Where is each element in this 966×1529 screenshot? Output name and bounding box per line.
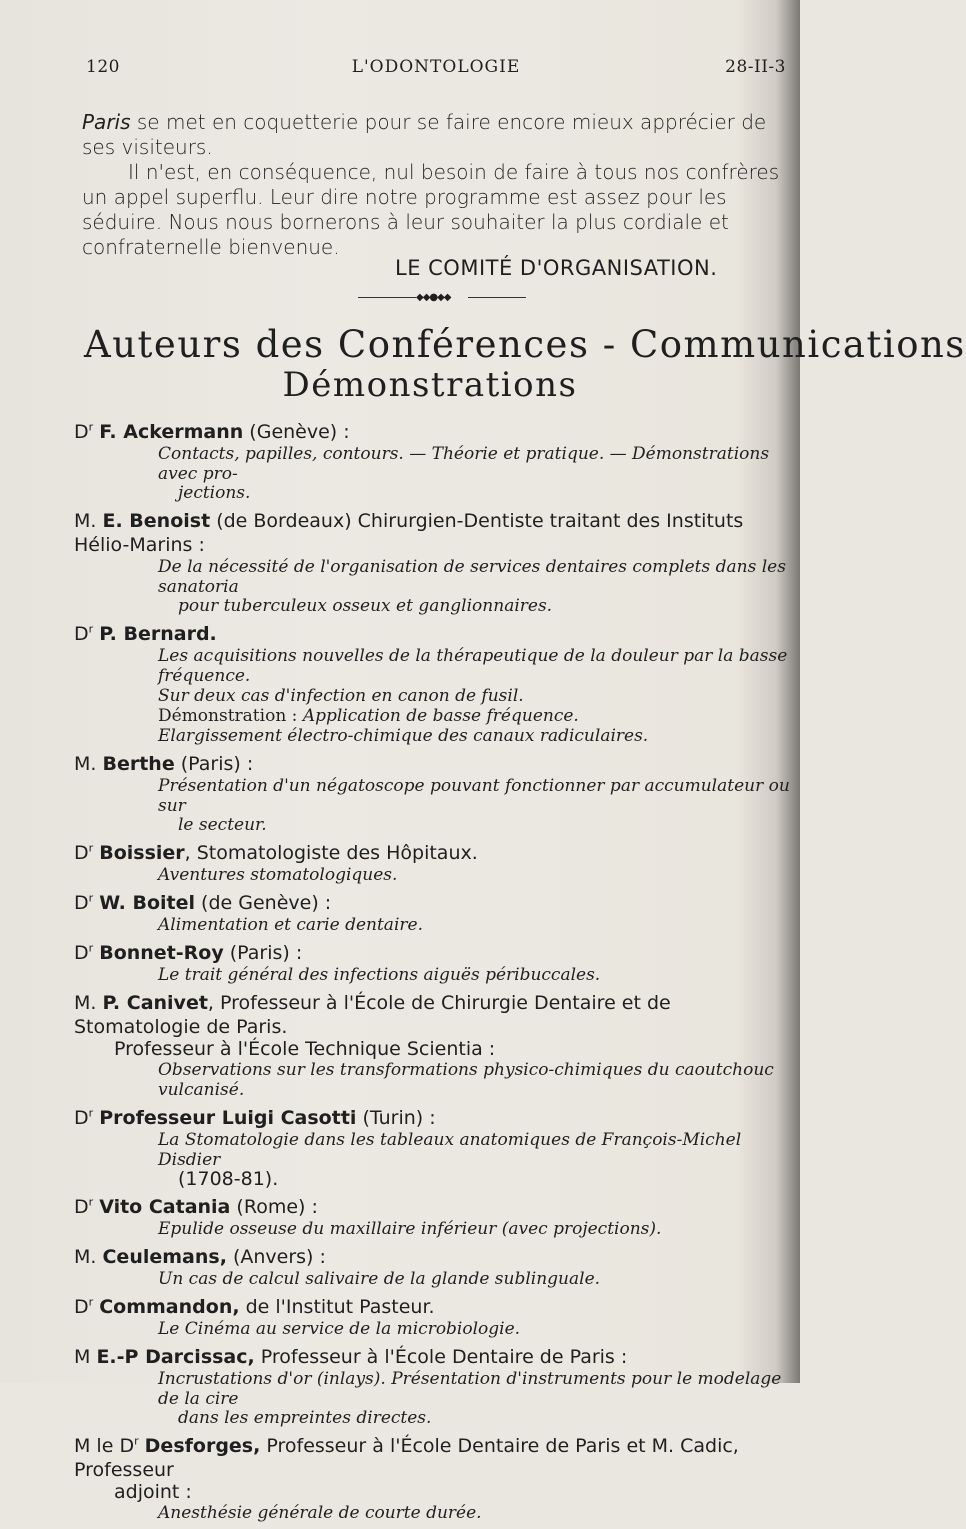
author-line xyxy=(74,752,794,776)
talk-title: Alimentation et carie dentaire. xyxy=(158,915,423,935)
author-line xyxy=(74,1195,794,1219)
author-title: D xyxy=(74,421,89,443)
author-title: M. xyxy=(74,510,97,532)
author-line xyxy=(74,1106,794,1130)
author-title-sup: r xyxy=(88,891,94,905)
talk-title-continued: pour tuberculeux osseux et ganglionnaires. xyxy=(178,596,553,616)
talk-title: Contacts, papilles, contours. — Théorie et pratique. — Démonstrations avec pro- xyxy=(158,444,770,484)
author-name: Desforges, xyxy=(144,1435,261,1457)
talk-title-dates: (1708-81). xyxy=(178,1168,279,1190)
talk-title: Aventures stomatologiques. xyxy=(158,865,398,885)
author-affiliation: , Professeur à l'École de Chirurgie Dentaire et de Stomatologie de Paris. xyxy=(74,992,671,1038)
issue-date: 28-II-3 xyxy=(725,57,786,77)
author-affiliation: (Genève) : xyxy=(243,421,350,443)
author-title-sup: r xyxy=(134,1434,139,1448)
author-affiliation: (Turin) : xyxy=(356,1107,436,1129)
section-heading: Auteurs des Conférences - Communications xyxy=(84,323,966,366)
author-title: M xyxy=(74,1346,91,1368)
signature: LE COMITÉ D'ORGANISATION. xyxy=(395,256,718,280)
talk-title: Les acquisitions nouvelles de la thérapeutique de la douleur par la basse fréquence. xyxy=(158,646,788,686)
author-name: Berthe xyxy=(102,753,175,775)
author-affiliation: (de Genève) : xyxy=(195,892,332,914)
author-title: D xyxy=(74,842,89,864)
author-title: D xyxy=(74,892,89,914)
demonstration-label: Démonstration : xyxy=(158,706,303,726)
author-affiliation-continued: Professeur à l'École Technique Scientia : xyxy=(114,1038,496,1060)
author-affiliation: Professeur à l'École Dentaire de Paris et M. Cadic, Professeur xyxy=(74,1435,739,1481)
talk-title: Incrustations d'or (inlays). Présentation d'instruments pour le modelage de la cire xyxy=(158,1369,782,1409)
author-entry xyxy=(74,1195,794,1239)
authors-list xyxy=(74,420,794,1529)
author-line xyxy=(74,1345,794,1369)
author-line xyxy=(74,941,794,965)
author-name: E.-P Darcissac, xyxy=(96,1346,255,1368)
author-entry xyxy=(74,841,794,885)
author-line xyxy=(74,420,794,444)
author-entry xyxy=(74,509,794,616)
author-title: M le D xyxy=(74,1435,135,1457)
author-title: M. xyxy=(74,1246,97,1268)
author-title: D xyxy=(74,1107,89,1129)
author-entry xyxy=(74,1345,794,1428)
talk-title: Epulide osseuse du maxillaire inférieur (avec projections). xyxy=(158,1219,662,1239)
author-entry xyxy=(74,991,794,1100)
intro-paragraph-1 xyxy=(82,110,794,160)
talk-title: La Stomatologie dans les tableaux anatomiques de François-Michel Disdier xyxy=(158,1130,742,1170)
author-name: Professeur Luigi Casotti xyxy=(99,1107,357,1129)
talk-title: Un cas de calcul salivaire de la glande sublinguale. xyxy=(158,1269,601,1289)
author-line xyxy=(74,1434,794,1482)
author-entry xyxy=(74,622,794,746)
author-title: D xyxy=(74,1196,89,1218)
author-entry xyxy=(74,1245,794,1289)
author-entry xyxy=(74,420,794,503)
author-entry xyxy=(74,752,794,835)
author-line xyxy=(74,891,794,915)
talk-title: Observations sur les transformations physico-chimiques du caoutchouc vulcanisé. xyxy=(158,1060,774,1100)
author-name: Ceulemans, xyxy=(102,1246,227,1268)
author-name: W. Boitel xyxy=(99,892,195,914)
divider-ornament: ◆◆●◆◆ xyxy=(358,292,526,302)
author-title: M. xyxy=(74,992,97,1014)
author-line xyxy=(74,991,794,1039)
author-line xyxy=(74,841,794,865)
author-entry xyxy=(74,941,794,985)
author-line xyxy=(74,622,794,646)
talk-title: Sur deux cas d'infection en canon de fusil. xyxy=(158,686,524,706)
author-title-sup: r xyxy=(88,1195,94,1209)
author-affiliation: de l'Institut Pasteur. xyxy=(239,1296,435,1318)
author-title-sup: r xyxy=(88,941,94,955)
intro-p1-text: se met en coquetterie pour se faire encore mieux apprécier de ses visiteurs. xyxy=(82,110,767,159)
intro-paragraph-2: Il n'est, en conséquence, nul besoin de faire à tous nos confrères un appel superflu. Leur dire notre programme est assez pour les séduire. Nous nous bornerons à leur souhaiter la plus cordiale et confraternelle bienvenue. xyxy=(82,160,780,259)
intro-text xyxy=(82,110,794,260)
author-affiliation: Professeur à l'École Dentaire de Paris : xyxy=(254,1346,628,1368)
demonstration-title: Application de basse fréquence. xyxy=(302,706,579,726)
journal-title: L'ODONTOLOGIE xyxy=(351,57,521,77)
author-title: D xyxy=(74,942,89,964)
talk-title: Le trait général des infections aiguës péribuccales. xyxy=(158,965,601,985)
author-name: E. Benoist xyxy=(102,510,211,532)
intro-city: Paris xyxy=(82,110,131,134)
page-number: 120 xyxy=(86,57,120,77)
author-title-sup: r xyxy=(88,420,94,434)
author-line xyxy=(74,1295,794,1319)
author-name: Commandon, xyxy=(99,1296,240,1318)
author-affiliation-continued: adjoint : xyxy=(114,1481,192,1503)
talk-title: Présentation d'un négatoscope pouvant fonctionner par accumulateur ou sur xyxy=(158,776,790,816)
author-entry xyxy=(74,1106,794,1189)
talk-title: Elargissement électro-chimique des canaux radiculaires. xyxy=(158,726,649,746)
author-title-sup: r xyxy=(88,1106,94,1120)
author-title-sup: r xyxy=(88,1295,94,1309)
talk-title-continued: dans les empreintes directes. xyxy=(178,1408,432,1428)
talk-title-continued: le secteur. xyxy=(178,815,267,835)
author-entry xyxy=(74,1295,794,1339)
author-entry xyxy=(74,1434,794,1523)
author-line xyxy=(74,509,794,557)
author-name: P. Bernard. xyxy=(99,623,217,645)
author-affiliation: (Paris) : xyxy=(223,942,303,964)
talk-demonstration xyxy=(74,706,794,726)
author-affiliation: (Rome) : xyxy=(230,1196,318,1218)
running-header xyxy=(86,57,786,81)
author-affiliation: , Stomatologiste des Hôpitaux. xyxy=(184,842,478,864)
author-title-sup: r xyxy=(88,841,94,855)
talk-title: Anesthésie générale de courte durée. xyxy=(158,1503,482,1523)
author-line xyxy=(74,1245,794,1269)
section-subheading: Démonstrations xyxy=(282,365,578,405)
author-title: D xyxy=(74,1296,89,1318)
talk-title: De la nécessité de l'organisation de services dentaires complets dans les sanatoria xyxy=(158,557,786,597)
author-name: P. Canivet xyxy=(102,992,208,1014)
author-entry xyxy=(74,891,794,935)
author-name: F. Ackermann xyxy=(99,421,244,443)
author-affiliation: (Paris) : xyxy=(174,753,254,775)
author-affiliation: (Anvers) : xyxy=(226,1246,326,1268)
author-title: D xyxy=(74,623,89,645)
author-name: Boissier xyxy=(99,842,185,864)
author-name: Vito Catania xyxy=(99,1196,231,1218)
author-name: Bonnet-Roy xyxy=(99,942,224,964)
author-title-sup: r xyxy=(88,622,94,636)
author-affiliation: (de Bordeaux) Chirurgien-Dentiste traitant des Instituts Hélio-Marins : xyxy=(74,510,744,556)
author-title: M. xyxy=(74,753,97,775)
talk-title-continued: jections. xyxy=(178,483,251,503)
talk-title: Le Cinéma au service de la microbiologie. xyxy=(158,1319,521,1339)
